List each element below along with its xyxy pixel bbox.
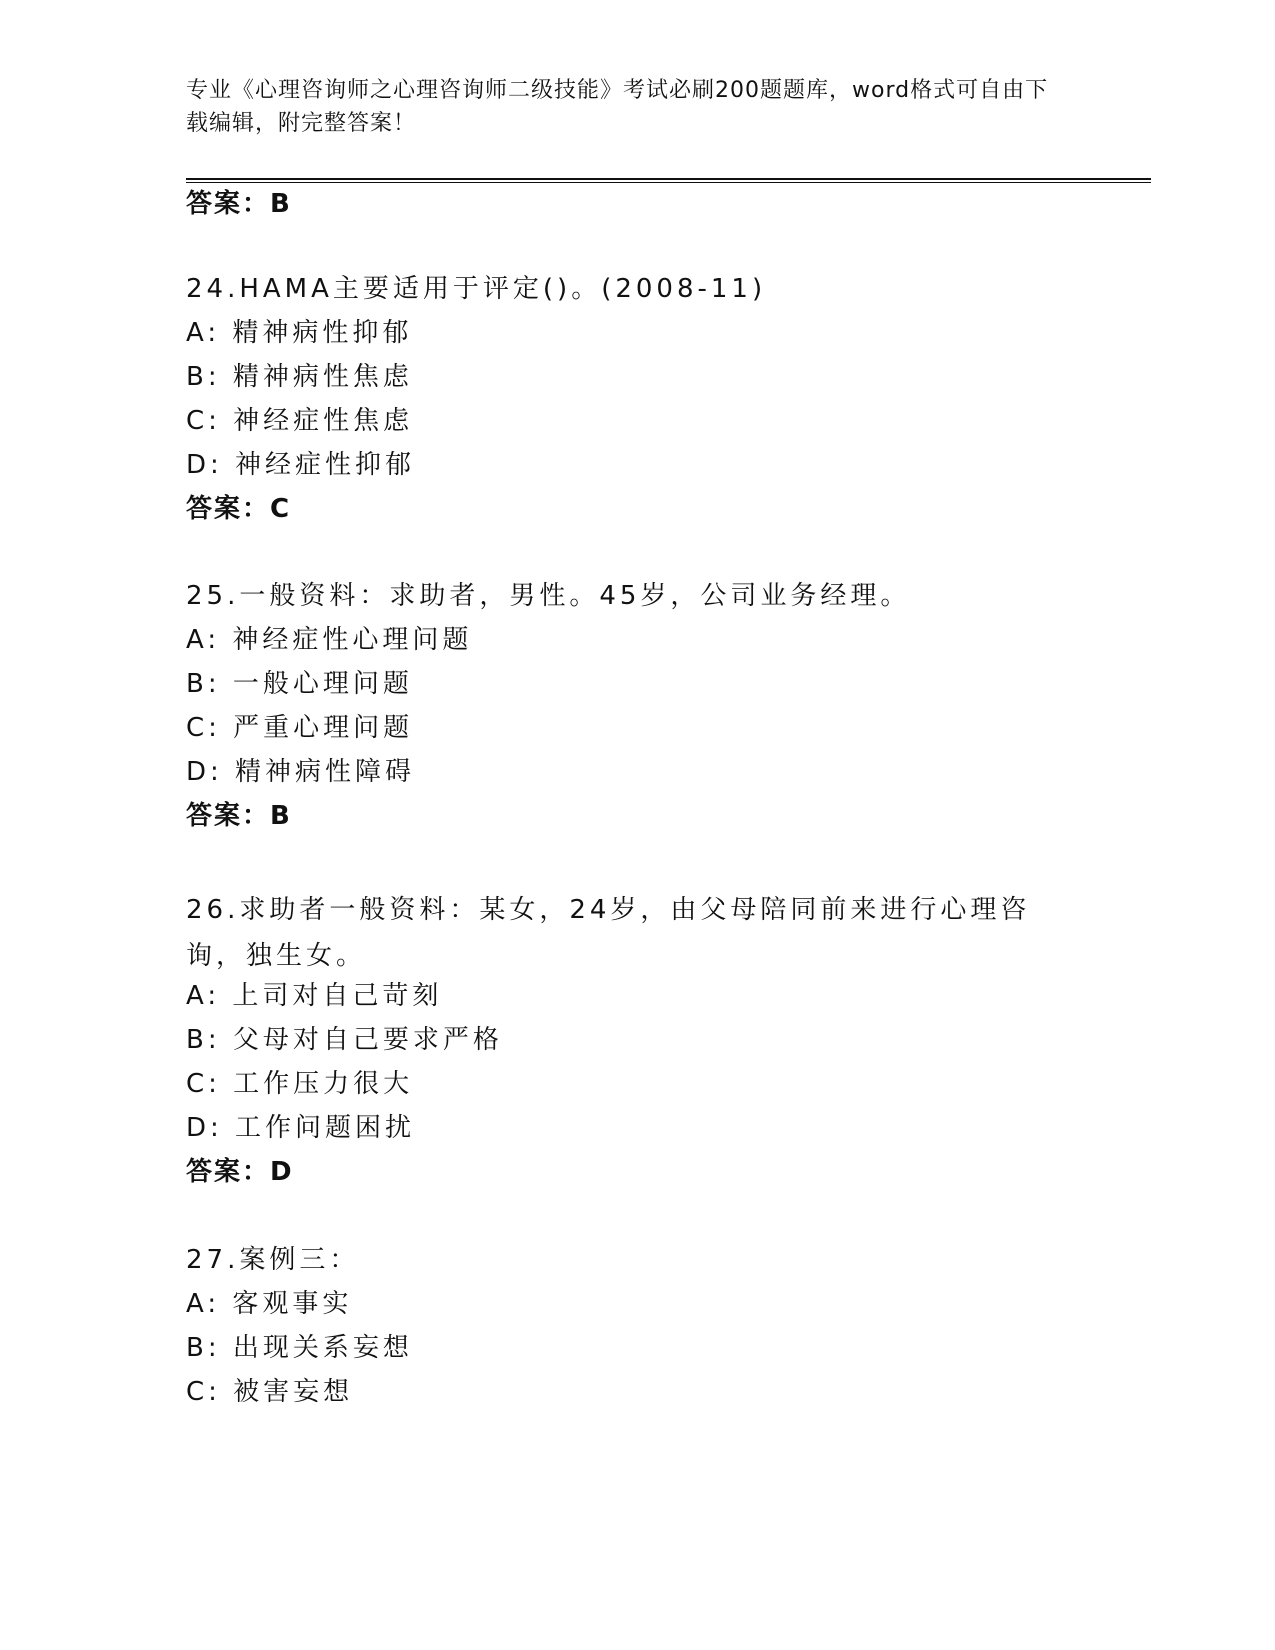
question-24-option-b: B: 精神病性焦虑: [186, 362, 413, 392]
question-27-option-b: B: 出现关系妄想: [186, 1333, 413, 1363]
question-26-option-d: D: 工作问题困扰: [186, 1113, 416, 1143]
question-25-answer: 答案：B: [186, 801, 292, 831]
answer-line: 答案：B: [186, 189, 292, 219]
question-27-option-a: A: 客观事实: [186, 1289, 353, 1319]
question-24-option-a: A: 精神病性抑郁: [186, 318, 413, 348]
question-25-option-c: C: 严重心理问题: [186, 713, 414, 743]
document-header: 专业《心理咨询师之心理咨询师二级技能》考试必刷200题题库，word格式可自由下载编辑，附完整答案！: [186, 78, 1049, 136]
question-25-text: 25.一般资料：求助者，男性。45岁，公司业务经理。: [186, 581, 911, 611]
question-24-option-d: D: 神经症性抑郁: [186, 450, 416, 480]
question-26-option-a: A: 上司对自己苛刻: [186, 981, 443, 1011]
header-rule-thin: [186, 182, 1151, 183]
question-24-answer: 答案：C: [186, 494, 292, 524]
question-25-option-d: D: 精神病性障碍: [186, 757, 416, 787]
question-26-option-b: B: 父母对自己要求严格: [186, 1025, 503, 1055]
question-26-text: 26.求助者一般资料：某女，24岁，由父母陪同前来进行心理咨询，独生女。: [186, 895, 1031, 971]
header-rule-thick: [186, 178, 1151, 180]
question-24-text: 24.HAMA主要适用于评定()。(2008-11): [186, 274, 767, 304]
question-27-text: 27.案例三：: [186, 1245, 360, 1275]
question-27-option-c: C: 被害妄想: [186, 1377, 354, 1407]
question-26-answer: 答案：D: [186, 1157, 294, 1187]
question-25-option-a: A: 神经症性心理问题: [186, 625, 473, 655]
question-25-option-b: B: 一般心理问题: [186, 669, 413, 699]
question-24-option-c: C: 神经症性焦虑: [186, 406, 414, 436]
question-26-option-c: C: 工作压力很大: [186, 1069, 414, 1099]
